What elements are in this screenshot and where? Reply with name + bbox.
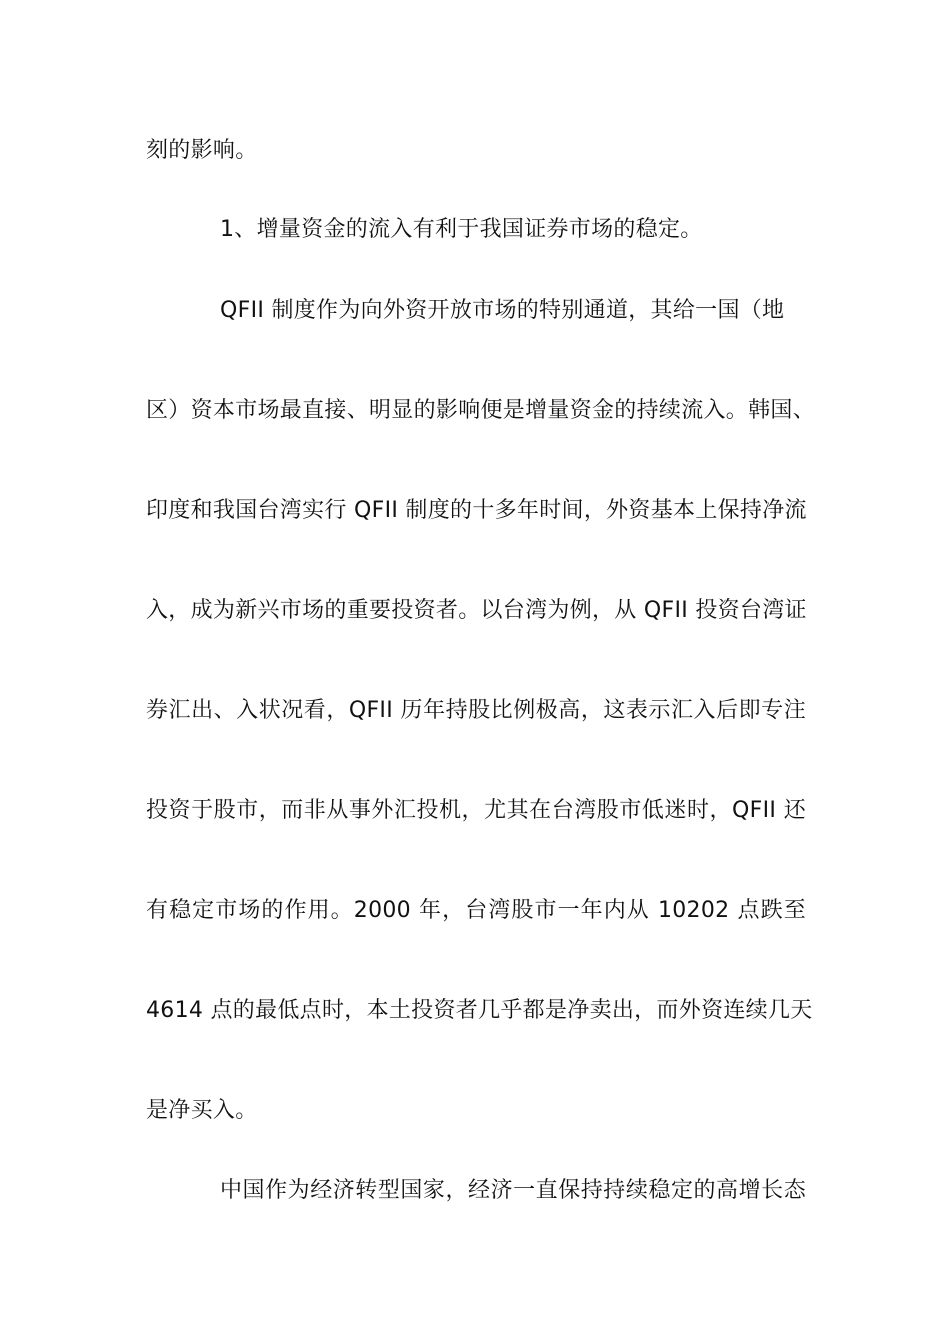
text-line-7: 券汇出、入状况看，QFII 历年持股比例极高，这表示汇入后即专注 (146, 698, 806, 723)
text-line-8: 投资于股市，而非从事外汇投机，尤其在台湾股市低迷时，QFII 还 (146, 798, 806, 823)
text-line-10: 4614 点的最低点时，本土投资者几乎都是净卖出，而外资连续几天 (146, 998, 813, 1023)
text-line-3: QFII 制度作为向外资开放市场的特别通道，其给一国（地 (220, 298, 785, 323)
text-line-4: 区）资本市场最直接、明显的影响便是增量资金的持续流入。韩国、 (146, 398, 816, 423)
text-line-6: 入，成为新兴市场的重要投资者。以台湾为例，从 QFII 投资台湾证 (146, 598, 807, 623)
text-line-9: 有稳定市场的作用。2000 年，台湾股市一年内从 10202 点跌至 (146, 898, 806, 923)
text-line-1: 刻的影响。 (146, 138, 258, 163)
text-line-11: 是净买入。 (146, 1098, 258, 1123)
text-line-5: 印度和我国台湾实行 QFII 制度的十多年时间，外资基本上保持净流 (146, 498, 807, 523)
section-heading: 1、增量资金的流入有利于我国证券市场的稳定。 (220, 217, 703, 242)
text-line-12: 中国作为经济转型国家，经济一直保持持续稳定的高增长态 (220, 1178, 806, 1203)
